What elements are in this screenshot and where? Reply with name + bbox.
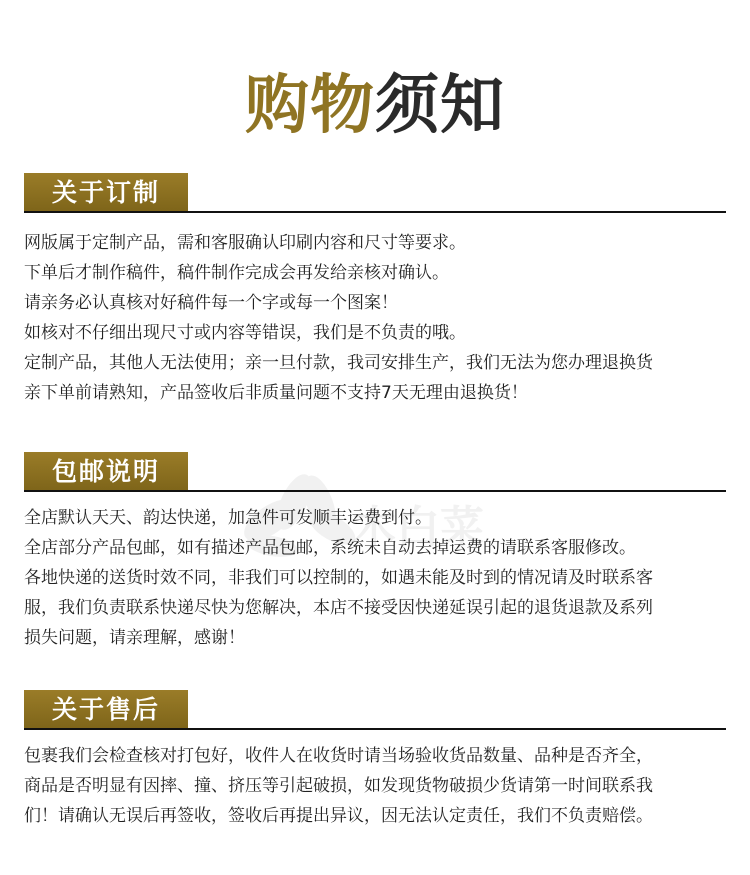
- body-line: 请亲务必认真核对好稿件每一个字或每一个图案！: [24, 293, 398, 313]
- body-line: 亲下单前请熟知，产品签收后非质量问题不支持7天无理由退换货！: [24, 383, 528, 403]
- section-header-custom-order: 关于订制: [24, 173, 188, 213]
- section-divider: [24, 490, 726, 492]
- section-header-shipping: 包邮说明: [24, 452, 188, 492]
- page-title: [0, 66, 750, 146]
- body-line: 如核对不仔细出现尺寸或内容等错误，我们是不负责的哦。: [24, 323, 466, 343]
- section-header-after-sales: 关于售后: [24, 690, 188, 730]
- body-line: 下单后才制作稿件，稿件制作完成会再发给亲核对确认。: [24, 263, 449, 283]
- body-line: 定制产品，其他人无法使用；亲一旦付款，我司安排生产，我们无法为您办理退换货: [24, 353, 653, 373]
- section-divider: [24, 728, 726, 730]
- page-title-rest: 须知: [375, 69, 505, 143]
- body-line: 全店部分产品包邮，如有描述产品包邮，系统未自动去掉运费的请联系客服修改。: [24, 538, 636, 558]
- section-divider: [24, 211, 726, 213]
- section-body-shipping: [24, 503, 728, 653]
- section-body-after-sales: [24, 741, 728, 831]
- section-body-custom-order: [24, 228, 728, 408]
- body-line: 商品是否明显有因摔、撞、挤压等引起破损，如发现货物破损少货请第一时间联系我: [24, 776, 653, 796]
- body-line: 包裹我们会检查核对打包好，收件人在收货时请当场验收货品数量、品种是否齐全，: [24, 746, 653, 766]
- body-line: 各地快递的送货时效不同，非我们可以控制的，如遇未能及时到的情况请及时联系客: [24, 568, 653, 588]
- body-line: 网版属于定制产品，需和客服确认印刷内容和尺寸等要求。: [24, 233, 466, 253]
- page-title-accent: 购物: [245, 69, 375, 143]
- watermark-text: 木白菜: [352, 502, 484, 553]
- body-line: 们！请确认无误后再签收，签收后再提出异议，因无法认定责任，我们不负责赔偿。: [24, 806, 653, 826]
- body-line: 全店默认天天、韵达快递，加急件可发顺丰运费到付。: [24, 508, 432, 528]
- body-line: 服，我们负责联系快递尽快为您解决，本店不接受因快递延误引起的退货退款及系列: [24, 598, 653, 618]
- body-line: 损失问题，请亲理解，感谢！: [24, 628, 245, 648]
